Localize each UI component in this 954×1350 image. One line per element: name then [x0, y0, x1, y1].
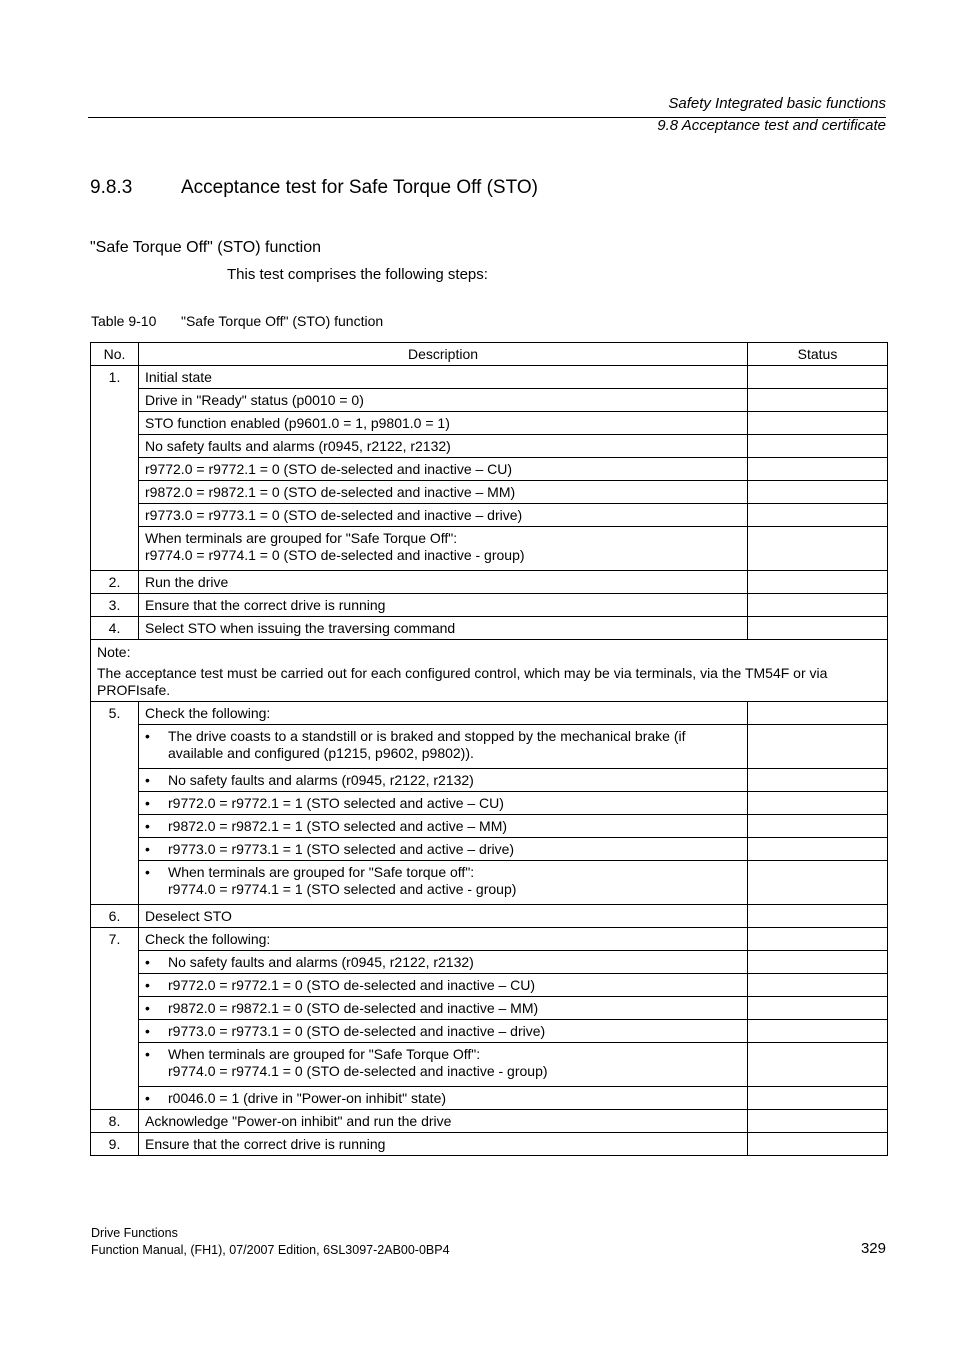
- table-row: [91, 815, 888, 838]
- step-description: r9872.0 = r9872.1 = 0 (STO de-selected and inactive – MM): [139, 481, 748, 504]
- subsection-heading: "Safe Torque Off" (STO) function: [90, 239, 322, 256]
- status-cell[interactable]: [748, 838, 888, 861]
- step-description: Check the following:: [139, 928, 748, 951]
- table-row: [91, 366, 888, 389]
- step-description: [139, 527, 748, 571]
- step-description: [139, 792, 748, 815]
- status-cell[interactable]: [748, 769, 888, 792]
- note-cell: [91, 640, 888, 702]
- bullet: •: [145, 817, 150, 834]
- status-cell[interactable]: [748, 951, 888, 974]
- table-caption: [91, 313, 383, 329]
- table-caption-number: Table 9-10: [91, 313, 157, 329]
- step-description: r9772.0 = r9772.1 = 0 (STO de-selected and inactive – CU): [139, 458, 748, 481]
- step-number: 4.: [91, 617, 139, 640]
- table-row: [91, 481, 888, 504]
- column-header-description: Description: [139, 343, 748, 366]
- status-cell[interactable]: [748, 571, 888, 594]
- status-cell[interactable]: [748, 594, 888, 617]
- section-title: Acceptance test for Safe Torque Off (STO): [181, 177, 538, 198]
- intro-text: This test comprises the following steps:: [227, 266, 488, 283]
- status-cell[interactable]: [748, 435, 888, 458]
- step-description: No safety faults and alarms (r0945, r2122, r2132): [139, 435, 748, 458]
- table-row: [91, 769, 888, 792]
- bullet: •: [145, 840, 150, 857]
- running-header-section: 9.8 Acceptance test and certificate: [657, 117, 886, 134]
- step-description: Drive in "Ready" status (p0010 = 0): [139, 389, 748, 412]
- status-cell[interactable]: [748, 617, 888, 640]
- status-cell[interactable]: [748, 1110, 888, 1133]
- acceptance-test-table: [90, 342, 888, 1156]
- description-line: No safety faults and alarms (r0945, r2122, r2132): [168, 771, 474, 788]
- description-line: r9774.0 = r9774.1 = 1 (STO selected and active - group): [168, 881, 517, 897]
- table-caption-title: "Safe Torque Off" (STO) function: [181, 313, 384, 329]
- status-cell[interactable]: [748, 481, 888, 504]
- note-title: Note:: [97, 644, 131, 660]
- description-line: available and configured (p1215, p9602, p9802)).: [168, 745, 474, 761]
- table-row: [91, 435, 888, 458]
- bullet: •: [145, 999, 150, 1016]
- step-number: 8.: [91, 1110, 139, 1133]
- step-description: r9773.0 = r9773.1 = 0 (STO de-selected and inactive – drive): [139, 504, 748, 527]
- table-row: [91, 1020, 888, 1043]
- status-cell[interactable]: [748, 792, 888, 815]
- bullet: •: [145, 1022, 150, 1039]
- step-description: [139, 838, 748, 861]
- step-number: 6.: [91, 905, 139, 928]
- step-description: Run the drive: [139, 571, 748, 594]
- description-line: r9774.0 = r9774.1 = 0 (STO de-selected and inactive - group): [145, 547, 525, 563]
- description-line: When terminals are grouped for "Safe torque off":: [168, 864, 475, 880]
- step-number: 1.: [91, 366, 139, 571]
- table-row: [91, 617, 888, 640]
- table-row: [91, 1110, 888, 1133]
- description-line: The drive coasts to a standstill or is braked and stopped by the mechanical brake (if: [168, 728, 686, 744]
- description-line: r9872.0 = r9872.1 = 1 (STO selected and active – MM): [168, 817, 508, 834]
- table-row: [91, 594, 888, 617]
- status-cell[interactable]: [748, 928, 888, 951]
- step-description: [139, 769, 748, 792]
- table-row: [91, 725, 888, 769]
- description-line: r9772.0 = r9772.1 = 1 (STO selected and active – CU): [168, 794, 504, 811]
- bullet: •: [145, 1046, 150, 1062]
- table-row: [91, 997, 888, 1020]
- bullet: •: [145, 771, 150, 788]
- bullet: •: [145, 794, 150, 811]
- step-description: [139, 815, 748, 838]
- description-line: r0046.0 = 1 (drive in "Power-on inhibit" state): [168, 1089, 447, 1106]
- step-number: 9.: [91, 1133, 139, 1156]
- description-line: r9773.0 = r9773.1 = 1 (STO selected and active – drive): [168, 840, 515, 857]
- description-line: When terminals are grouped for "Safe Torque Off":: [168, 1046, 481, 1062]
- table-row: [91, 571, 888, 594]
- description-line: r9773.0 = r9773.1 = 0 (STO de-selected and inactive – drive): [168, 1022, 546, 1039]
- status-cell[interactable]: [748, 458, 888, 481]
- step-description: [139, 997, 748, 1020]
- table-row: [91, 504, 888, 527]
- step-description: [139, 861, 748, 905]
- status-cell[interactable]: [748, 1133, 888, 1156]
- step-number: 3.: [91, 594, 139, 617]
- status-cell[interactable]: [748, 974, 888, 997]
- note-row: [91, 640, 888, 702]
- table-row: [91, 1087, 888, 1110]
- status-cell[interactable]: [748, 504, 888, 527]
- status-cell[interactable]: [748, 389, 888, 412]
- step-description: STO function enabled (p9601.0 = 1, p9801.0 = 1): [139, 412, 748, 435]
- step-description: [139, 974, 748, 997]
- table-row: [91, 928, 888, 951]
- step-description: Check the following:: [139, 702, 748, 725]
- section-number: 9.8.3: [90, 177, 133, 198]
- step-description: Deselect STO: [139, 905, 748, 928]
- status-cell[interactable]: [748, 1020, 888, 1043]
- table-row: [91, 702, 888, 725]
- status-cell[interactable]: [748, 997, 888, 1020]
- footer-manual-title: Drive Functions: [91, 1226, 178, 1240]
- page-number: 329: [860, 1240, 886, 1257]
- note-text: The acceptance test must be carried out for each configured control, which may be via terminals, via the TM54F or via PROFIsafe.: [97, 665, 828, 698]
- step-number: 7.: [91, 928, 139, 1110]
- bullet: •: [145, 1089, 150, 1106]
- status-cell[interactable]: [748, 1043, 888, 1087]
- step-description: Select STO when issuing the traversing command: [139, 617, 748, 640]
- table-row: [91, 1133, 888, 1156]
- column-header-status: Status: [748, 343, 888, 366]
- step-number: 2.: [91, 571, 139, 594]
- section-heading: [90, 177, 538, 199]
- status-cell[interactable]: [748, 905, 888, 928]
- description-line: r9774.0 = r9774.1 = 0 (STO de-selected and inactive - group): [168, 1063, 548, 1079]
- description-line: When terminals are grouped for "Safe Torque Off":: [145, 530, 458, 546]
- description-line: No safety faults and alarms (r0945, r2122, r2132): [168, 953, 474, 970]
- table-row: [91, 792, 888, 815]
- step-description: Initial state: [139, 366, 748, 389]
- table-row: [91, 458, 888, 481]
- step-description: [139, 1020, 748, 1043]
- status-cell[interactable]: [748, 702, 888, 725]
- running-header-title: Safety Integrated basic functions: [668, 95, 886, 112]
- table-row: [91, 527, 888, 571]
- status-cell[interactable]: [748, 366, 888, 389]
- table-row: [91, 389, 888, 412]
- step-description: [139, 725, 748, 769]
- table-row: [91, 838, 888, 861]
- step-description: [139, 951, 748, 974]
- status-cell[interactable]: [748, 815, 888, 838]
- step-number: 5.: [91, 702, 139, 905]
- footer-edition: Function Manual, (FH1), 07/2007 Edition, 6SL3097-2AB00-0BP4: [91, 1243, 450, 1257]
- table-header-row: [91, 343, 888, 366]
- table-row: [91, 905, 888, 928]
- step-description: [139, 1087, 748, 1110]
- step-description: Ensure that the correct drive is running: [139, 594, 748, 617]
- status-cell[interactable]: [748, 861, 888, 905]
- description-line: r9772.0 = r9772.1 = 0 (STO de-selected and inactive – CU): [168, 976, 536, 993]
- bullet: •: [145, 976, 150, 993]
- table-row: [91, 974, 888, 997]
- status-cell[interactable]: [748, 725, 888, 769]
- table-row: [91, 412, 888, 435]
- table-row: [91, 861, 888, 905]
- step-description: Ensure that the correct drive is running: [139, 1133, 748, 1156]
- bullet: •: [145, 728, 150, 744]
- bullet: •: [145, 953, 150, 970]
- step-description: Acknowledge "Power-on inhibit" and run the drive: [139, 1110, 748, 1133]
- column-header-no: No.: [91, 343, 139, 366]
- status-cell[interactable]: [748, 412, 888, 435]
- bullet: •: [145, 864, 150, 880]
- table-row: [91, 951, 888, 974]
- step-description: [139, 1043, 748, 1087]
- description-line: r9872.0 = r9872.1 = 0 (STO de-selected and inactive – MM): [168, 999, 539, 1016]
- status-cell[interactable]: [748, 1087, 888, 1110]
- status-cell[interactable]: [748, 527, 888, 571]
- table-row: [91, 1043, 888, 1087]
